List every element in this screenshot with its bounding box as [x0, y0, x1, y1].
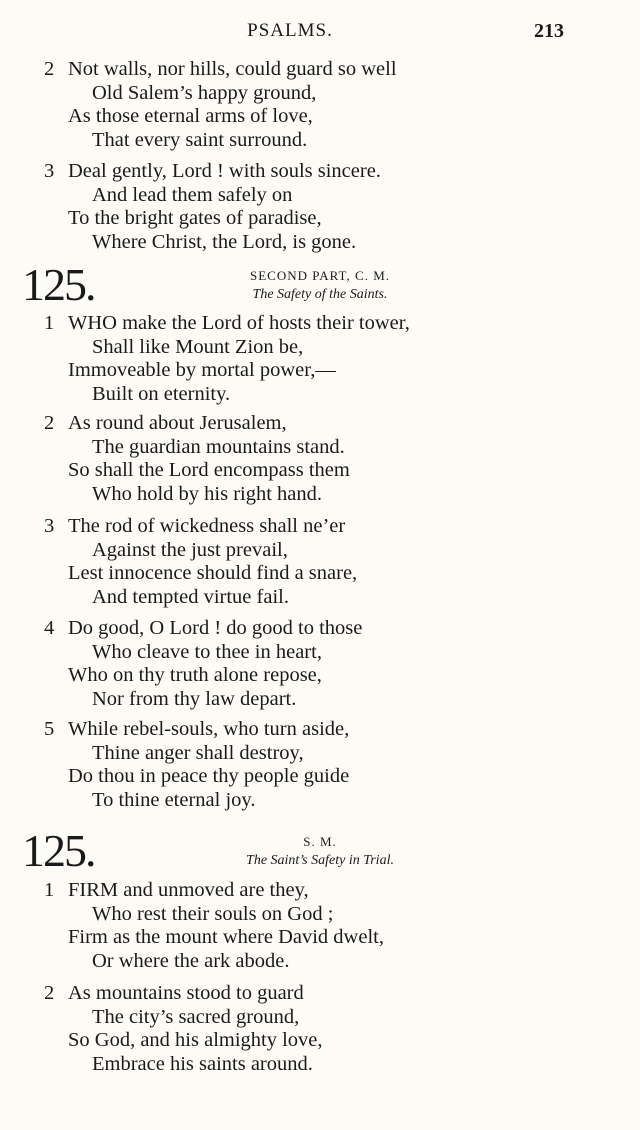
stanza-line [0, 664, 640, 688]
stanza-line [0, 231, 640, 255]
verse-text: So God, and his almighty love, [68, 1029, 323, 1051]
hymn-meter: SECOND PART, C. M. [249, 268, 391, 283]
verse-text: Not walls, nor hills, could guard so well [68, 58, 397, 80]
stanza-number: 2 [44, 982, 55, 1004]
hymn-header-sm [0, 825, 640, 880]
stanza-line [0, 436, 640, 460]
hymn-number: 125. [22, 259, 95, 310]
verse-text: Where Christ, the Lord, is gone. [92, 230, 357, 253]
stanza-line [0, 688, 640, 712]
verse-text: Lest innocence should find a snare, [68, 562, 358, 584]
hymn-subtitle: The Saint’s Safety in Trial. [246, 853, 394, 868]
stanza-prev-2 [0, 58, 640, 152]
stanza-line [0, 718, 640, 742]
stanza-line [0, 586, 640, 610]
verse-text: As round about Jerusalem, [68, 412, 287, 434]
stanza-number: 1 [44, 312, 55, 334]
stanza-number: 2 [44, 58, 55, 80]
stanza-line [0, 926, 640, 950]
stanza-line [0, 641, 640, 665]
running-head [0, 20, 640, 46]
stanza-5 [0, 718, 640, 812]
stanza-line [0, 82, 640, 106]
verse-text: So shall the Lord encompass them [68, 459, 350, 481]
stanza-line [0, 1053, 640, 1077]
stanza-line [0, 789, 640, 813]
verse-text: And tempted virtue fail. [92, 585, 289, 608]
stanza-number: 3 [44, 515, 55, 537]
stanza-1 [0, 312, 640, 406]
verse-text: The guardian mountains stand. [92, 435, 345, 458]
verse-text: As mountains stood to guard [68, 982, 304, 1004]
stanza-line [0, 483, 640, 507]
stanza-line [0, 515, 640, 539]
hymn-subtitle: The Safety of the Saints. [252, 287, 388, 302]
stanza-line [0, 184, 640, 208]
verse-text: Firm as the mount where David dwelt, [68, 926, 384, 948]
stanza-line [0, 982, 640, 1006]
stanza-line [0, 459, 640, 483]
running-title: PSALMS. [247, 20, 333, 41]
stanza-line [0, 105, 640, 129]
page-number: 213 [534, 20, 564, 42]
stanza-line [0, 562, 640, 586]
stanza-3 [0, 515, 640, 609]
verse-text: Against the just prevail, [92, 538, 288, 561]
verse-text: To the bright gates of paradise, [68, 207, 322, 229]
stanza-line [0, 950, 640, 974]
verse-text: Immoveable by mortal power,— [68, 359, 336, 381]
verse-text: Who on thy truth alone repose, [68, 664, 322, 686]
verse-text: As those eternal arms of love, [68, 105, 313, 127]
stanza-line [0, 359, 640, 383]
stanza-prev-3 [0, 160, 640, 254]
stanza-line [0, 207, 640, 231]
hymn-meter: S. M. [303, 834, 337, 849]
stanza-line [0, 336, 640, 360]
verse-text: To thine eternal joy. [92, 788, 256, 811]
stanza-line [0, 539, 640, 563]
verse-text: Deal gently, Lord ! with souls sincere. [68, 160, 381, 182]
verse-text: And lead them safely on [92, 183, 293, 206]
stanza-1 [0, 879, 640, 973]
verse-text: FIRM and unmoved are they, [68, 879, 309, 901]
stanza-line [0, 383, 640, 407]
verse-text: Thine anger shall destroy, [92, 741, 304, 764]
stanza-line [0, 765, 640, 789]
verse-text: Shall like Mount Zion be, [92, 335, 304, 358]
verse-text: Embrace his saints around. [92, 1052, 313, 1075]
stanza-number: 3 [44, 160, 55, 182]
verse-text: Built on eternity. [92, 382, 231, 405]
stanza-number: 4 [44, 617, 55, 639]
verse-text: Who hold by his right hand. [92, 482, 323, 505]
verse-text: Do good, O Lord ! do good to those [68, 617, 363, 639]
verse-text: The city’s sacred ground, [92, 1005, 300, 1028]
stanza-2 [0, 982, 640, 1076]
verse-text: The rod of wickedness shall ne’er [68, 515, 346, 537]
verse-text: While rebel-souls, who turn aside, [68, 718, 350, 740]
stanza-line [0, 903, 640, 927]
stanza-line [0, 1029, 640, 1053]
stanza-4 [0, 617, 640, 711]
stanza-line [0, 412, 640, 436]
stanza-line [0, 879, 640, 903]
verse-text: WHO make the Lord of hosts their tower, [68, 312, 410, 334]
verse-text: Nor from thy law depart. [92, 687, 297, 710]
stanza-number: 2 [44, 412, 55, 434]
stanza-line [0, 129, 640, 153]
stanza-line [0, 617, 640, 641]
stanza-line [0, 160, 640, 184]
stanza-number: 1 [44, 879, 55, 901]
stanza-2 [0, 412, 640, 506]
stanza-number: 5 [44, 718, 55, 740]
stanza-line [0, 742, 640, 766]
stanza-line [0, 312, 640, 336]
verse-text: Who rest their souls on God ; [92, 902, 334, 925]
verse-text: Old Salem’s happy ground, [92, 81, 317, 104]
verse-text: Or where the ark abode. [92, 949, 290, 972]
verse-text: Do thou in peace thy people guide [68, 765, 350, 787]
hymn-header-second-part [0, 259, 640, 314]
verse-text: That every saint surround. [92, 128, 308, 151]
stanza-line [0, 1006, 640, 1030]
hymn-number: 125. [22, 825, 95, 876]
verse-text: Who cleave to thee in heart, [92, 640, 322, 663]
stanza-line [0, 58, 640, 82]
